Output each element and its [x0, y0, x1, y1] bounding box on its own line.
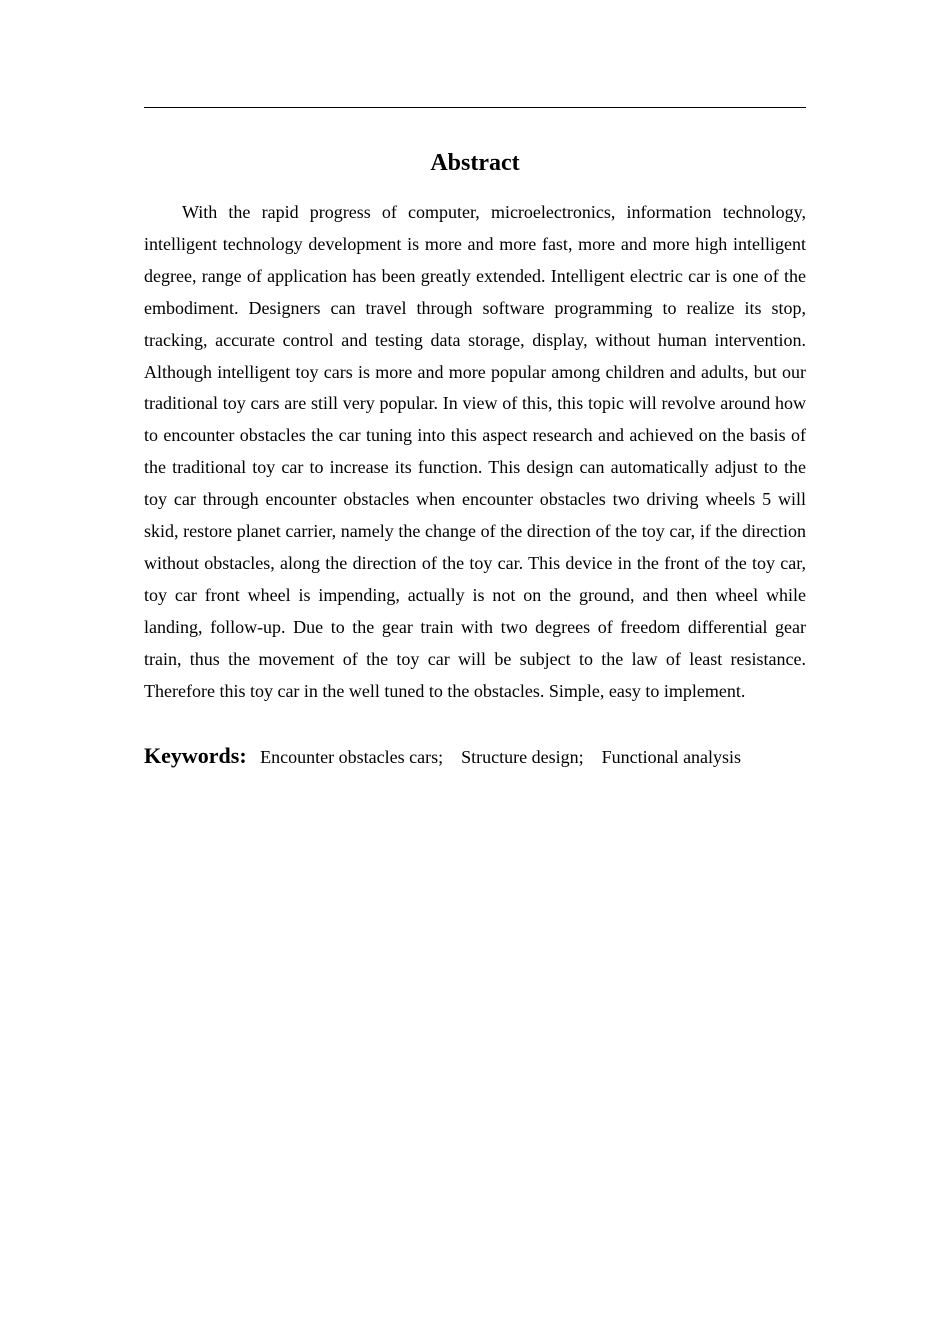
keyword-item: Structure design;: [461, 747, 584, 767]
keywords-line: [144, 740, 806, 773]
keywords-label: Keywords:: [144, 743, 247, 768]
keyword-item: Functional analysis: [601, 747, 742, 767]
header-rule: [144, 107, 806, 108]
abstract-body: With the rapid progress of computer, microelectronics, information technology, intelligent technology development is more and more fast, more and more high intelligent degree, range of application has been greatly extended. Intelligent electric car is one of the embodiment. Designers can travel through software programming to realize its stop, tracking, accurate control and testing data storage, display, without human intervention. Although intelligent toy cars is more and more popular among children and adults, but our traditional toy cars are still very popular. In view of this, this topic will revolve around how to encounter obstacles the car tuning into this aspect research and achieved on the basis of the traditional toy car to increase its function. This design can automatically adjust to the toy car through encounter obstacles when encounter obstacles two driving wheels 5 will skid, restore planet carrier, namely the change of the direction of the toy car, if the direction without obstacles, along the direction of the toy car. This device in the front of the toy car, toy car front wheel is impending, actually is not on the ground, and then wheel while landing, follow-up. Due to the gear train with two degrees of freedom differential gear train, thus the movement of the toy car will be subject to the law of least resistance. Therefore this toy car in the well tuned to the obstacles. Simple, easy to implement.: [144, 202, 806, 701]
keyword-item: Encounter obstacles cars;: [260, 747, 444, 767]
abstract-title: Abstract: [430, 150, 520, 176]
